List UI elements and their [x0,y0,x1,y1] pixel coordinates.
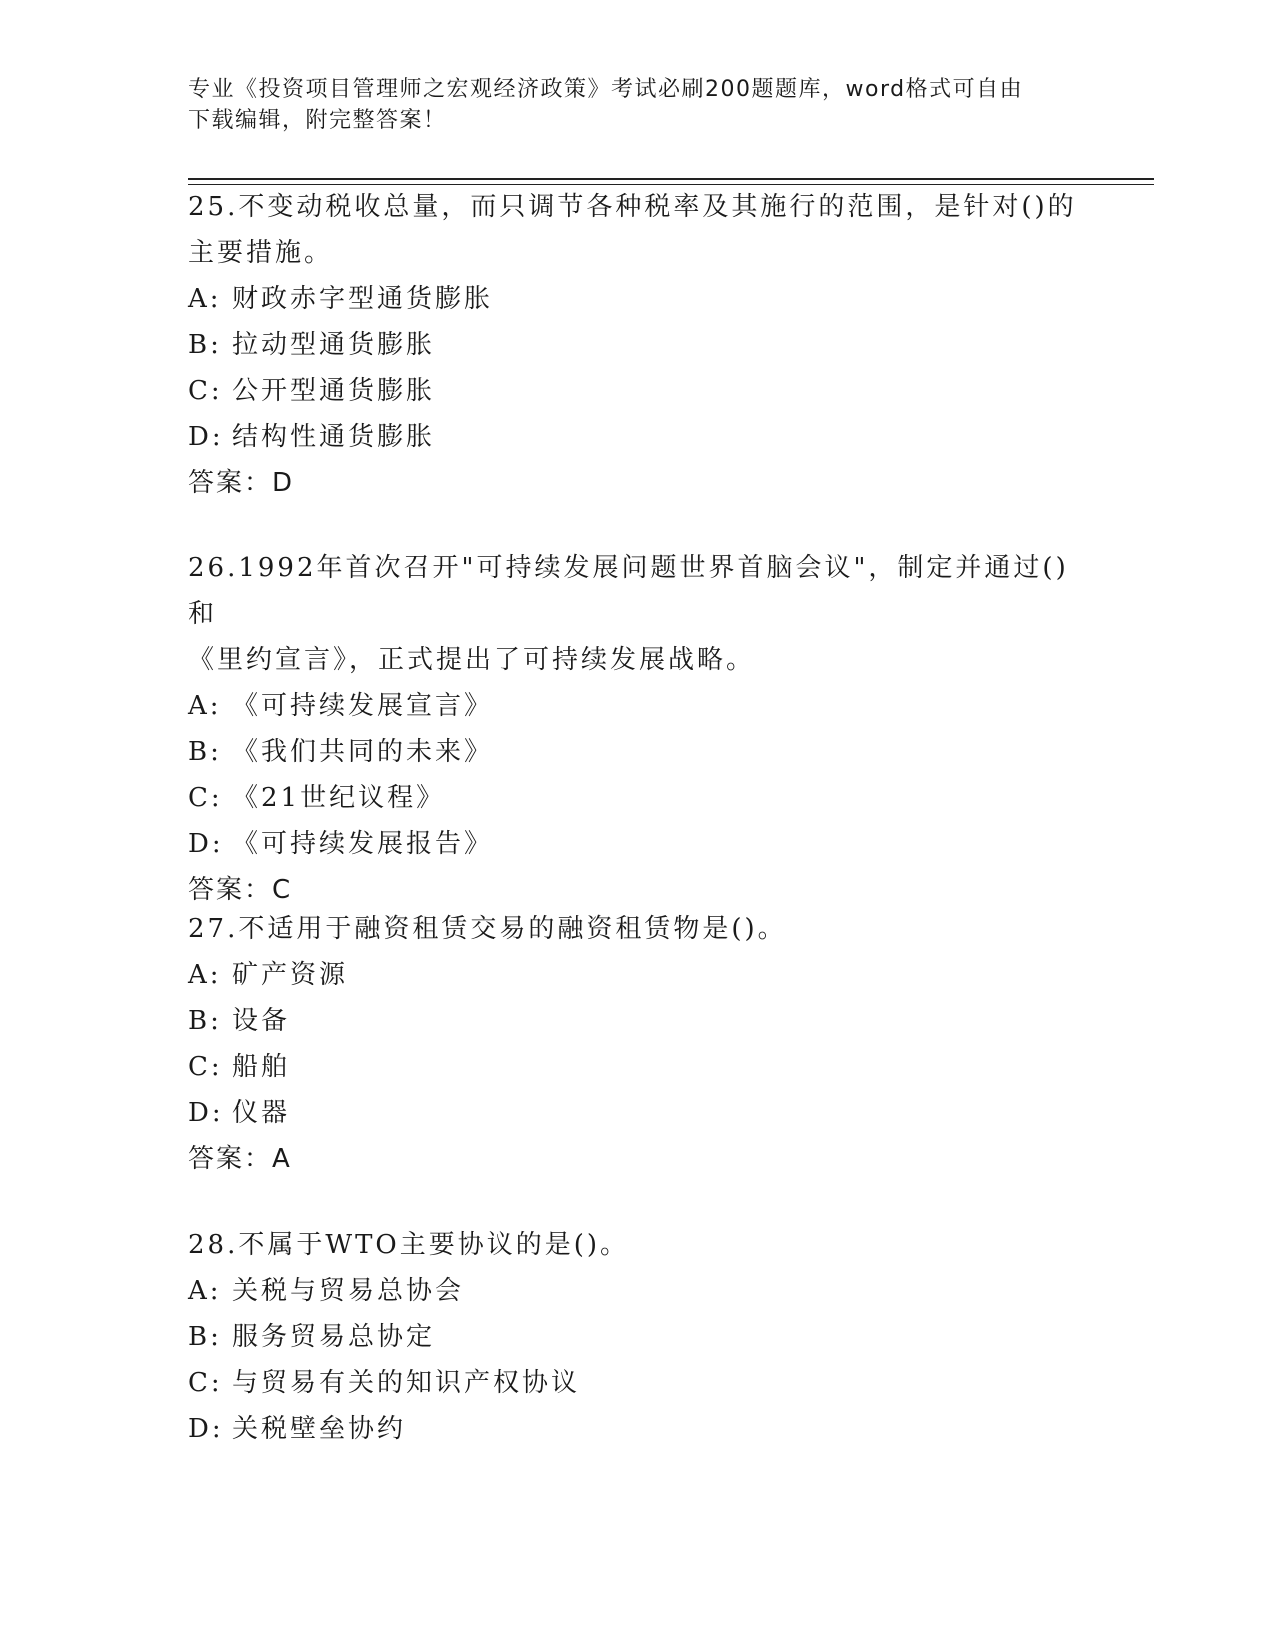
option-letter: A: [188,284,222,314]
option-b [188,1314,1088,1360]
header-line-2: 下载编辑，附完整答案！ [188,108,447,133]
option-a [188,683,1088,729]
option-a [188,276,1088,322]
question-stem-line-1: 25.不变动税收总量，而只调节各种税率及其施行的范围，是针对()的 [188,192,1077,222]
option-b [188,322,1088,368]
header-rule-thick [188,178,1154,180]
option-text: 矿产资源 [232,960,349,990]
option-text: 《可持续发展宣言》 [232,691,494,721]
option-letter: C: [188,1368,223,1398]
option-text: 关税壁垒协约 [232,1414,407,1444]
question-26 [188,545,1088,913]
option-d [188,1090,1088,1136]
option-text: 设备 [232,1006,291,1036]
option-d [188,414,1088,460]
option-text: 《21世纪议程》 [232,783,446,813]
option-letter: C: [188,376,223,406]
option-a [188,1268,1088,1314]
option-text: 仪器 [232,1098,291,1128]
header-line-1: 专业《投资项目管理师之宏观经济政策》考试必刷200题题库，word格式可自由 [188,77,1024,102]
question-stem-line-1: 26.1992年首次召开"可持续发展问题世界首脑会议"，制定并通过()和 [188,553,1069,629]
answer-label: 答案：A [188,1144,292,1174]
option-b [188,729,1088,775]
option-letter: B: [188,737,222,767]
option-letter: D: [188,829,224,859]
document-header [188,74,1088,136]
option-text: 结构性通货膨胀 [232,422,436,452]
option-b [188,998,1088,1044]
option-text: 关税与贸易总协会 [232,1276,465,1306]
option-letter: B: [188,1006,222,1036]
option-a [188,952,1088,998]
question-25 [188,184,1088,506]
option-letter: A: [188,691,222,721]
option-letter: D: [188,1414,224,1444]
option-text: 与贸易有关的知识产权协议 [232,1368,581,1398]
option-text: 服务贸易总协定 [232,1322,436,1352]
option-letter: C: [188,783,223,813]
option-text: 拉动型通货膨胀 [232,330,436,360]
option-c [188,1360,1088,1406]
question-stem-line-2: 《里约宣言》，正式提出了可持续发展战略。 [188,645,756,675]
question-27 [188,906,1088,1182]
option-letter: D: [188,422,224,452]
question-stem-line-1: 28.不属于WTO主要协议的是()。 [188,1230,630,1260]
question-stem-line-2: 主要措施。 [188,238,334,268]
option-c [188,368,1088,414]
option-text: 公开型通货膨胀 [232,376,436,406]
option-text: 《我们共同的未来》 [232,737,494,767]
option-letter: A: [188,1276,222,1306]
option-letter: D: [188,1098,224,1128]
option-text: 船舶 [232,1052,291,1082]
option-d [188,821,1088,867]
option-text: 《可持续发展报告》 [232,829,494,859]
question-stem-line-1: 27.不适用于融资租赁交易的融资租赁物是()。 [188,914,787,944]
option-d [188,1406,1088,1452]
option-letter: C: [188,1052,223,1082]
question-28 [188,1222,1088,1452]
answer-label: 答案：C [188,875,293,905]
answer-label: 答案：D [188,468,295,498]
option-letter: B: [188,330,222,360]
option-letter: B: [188,1322,222,1352]
option-text: 财政赤字型通货膨胀 [232,284,494,314]
option-c [188,1044,1088,1090]
option-letter: A: [188,960,222,990]
option-c [188,775,1088,821]
